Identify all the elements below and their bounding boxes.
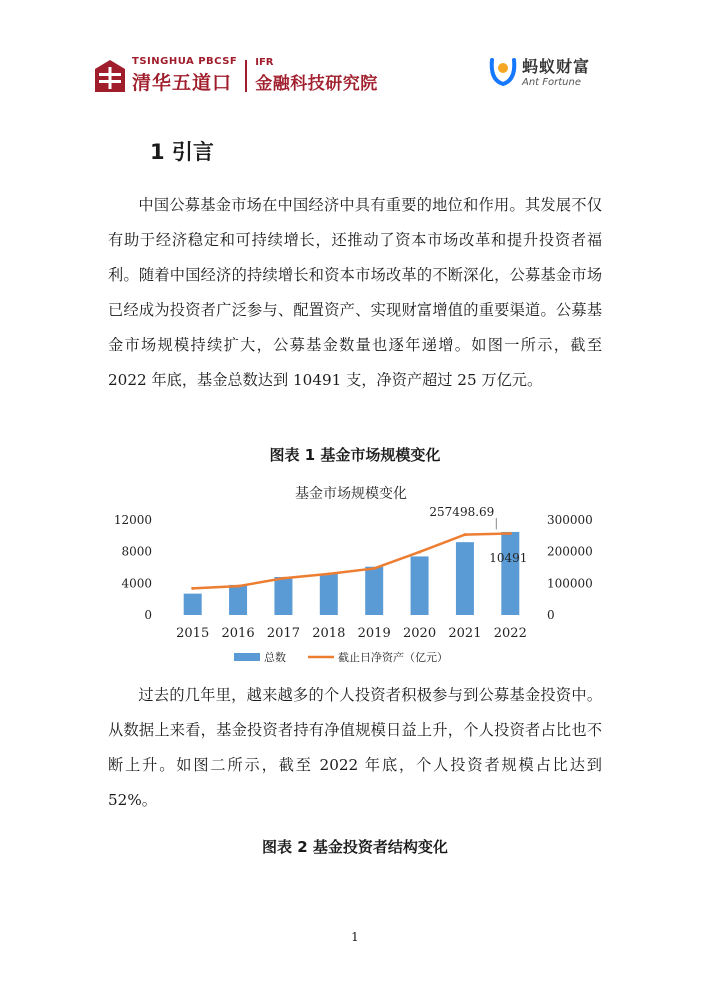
bar-2016 [229, 585, 247, 615]
bar-2022 [501, 532, 519, 615]
y-left-tick-label: 0 [144, 608, 152, 622]
ifr-cn-name: 金融科技研究院 [255, 74, 378, 94]
section-title: 1 引言 [150, 140, 214, 164]
ant-fortune-logo [488, 54, 590, 88]
ifr-en-name: IFR [255, 57, 274, 68]
tsinghua-ifr-logo [94, 56, 378, 95]
data-label-fund-count: 10491 [489, 550, 528, 565]
fund-market-chart [108, 476, 608, 676]
logo-divider [245, 60, 247, 92]
y-right-tick-label: 0 [547, 608, 555, 622]
x-tick-label: 2022 [493, 626, 527, 641]
ant-fortune-en: Ant Fortune [522, 77, 582, 88]
x-tick-label: 2016 [221, 626, 255, 641]
x-tick-label: 2015 [176, 626, 210, 641]
paragraph-intro: 中国公募基金市场在中国经济中具有重要的地位和作用。其发展不仅有助于经济稳定和可持续增长，还推动了资本市场改革和提升投资者福利。随着中国经济的持续增长和资本市场改革的不断深化，公募基金市场已经成为投资者广泛参与、配置资产、实现财富增值的重要渠道。公募基金市场规模持续扩大，公募基金数量也逐年递增。如图一所示，截至 2022 年底，基金总数达到 10491 支，净资产超过 25 万亿元。 [108, 196, 602, 389]
legend-swatch-total [234, 653, 260, 661]
net-assets-point [237, 585, 240, 588]
net-assets-point [282, 577, 285, 580]
page-number: 1 [351, 930, 359, 944]
chart-title: 基金市场规模变化 [295, 486, 407, 502]
y-right-tick-label: 100000 [547, 576, 593, 591]
net-assets-point [418, 550, 421, 553]
x-tick-label: 2020 [403, 626, 437, 641]
figure1-caption: 图表 1 基金市场规模变化 [269, 446, 441, 464]
figure2-caption: 图表 2 基金投资者结构变化 [262, 838, 448, 856]
legend-label-net-assets: 截止日净资产（亿元） [338, 651, 448, 664]
net-assets-point [327, 572, 330, 575]
bar-2019 [365, 567, 383, 615]
y-right-tick-label: 300000 [547, 513, 593, 527]
ant-fortune-icon [488, 54, 518, 88]
x-tick-label: 2018 [312, 626, 346, 641]
bar-2018 [320, 574, 338, 615]
y-left-tick-label: 8000 [121, 544, 152, 559]
net-assets-point [463, 533, 466, 536]
bar-2021 [456, 542, 474, 615]
x-tick-label: 2017 [266, 626, 300, 641]
tsinghua-seal-icon [94, 59, 126, 93]
data-label-net-assets: 257498.69 [429, 505, 495, 519]
ant-fortune-cn: 蚂蚁财富 [522, 57, 591, 76]
x-tick-label: 2019 [357, 626, 391, 641]
x-tick-label: 2021 [448, 626, 482, 641]
net-assets-point [373, 567, 376, 570]
bar-2020 [411, 556, 429, 615]
net-assets-point [191, 587, 194, 590]
tsinghua-en-name: TSINGHUA PBCSF [132, 56, 238, 67]
bar-2017 [274, 577, 292, 615]
net-assets-point [509, 532, 512, 535]
y-left-tick-label: 12000 [113, 513, 152, 527]
tsinghua-cn-name: 清华五道口 [132, 72, 233, 94]
y-right-tick-label: 200000 [547, 544, 593, 559]
bar-2015 [184, 594, 202, 615]
legend-label-total: 总数 [264, 651, 286, 664]
y-left-tick-label: 4000 [121, 576, 152, 591]
page-header [0, 46, 710, 106]
paragraph-investors: 过去的几年里，越来越多的个人投资者积极参与到公募基金投资中。从数据上来看，基金投资者持有净值规模日益上升，个人投资者占比也不断上升。如图二所示，截至 2022 年底，个人投资者规模占比达到 52%。 [108, 686, 602, 809]
